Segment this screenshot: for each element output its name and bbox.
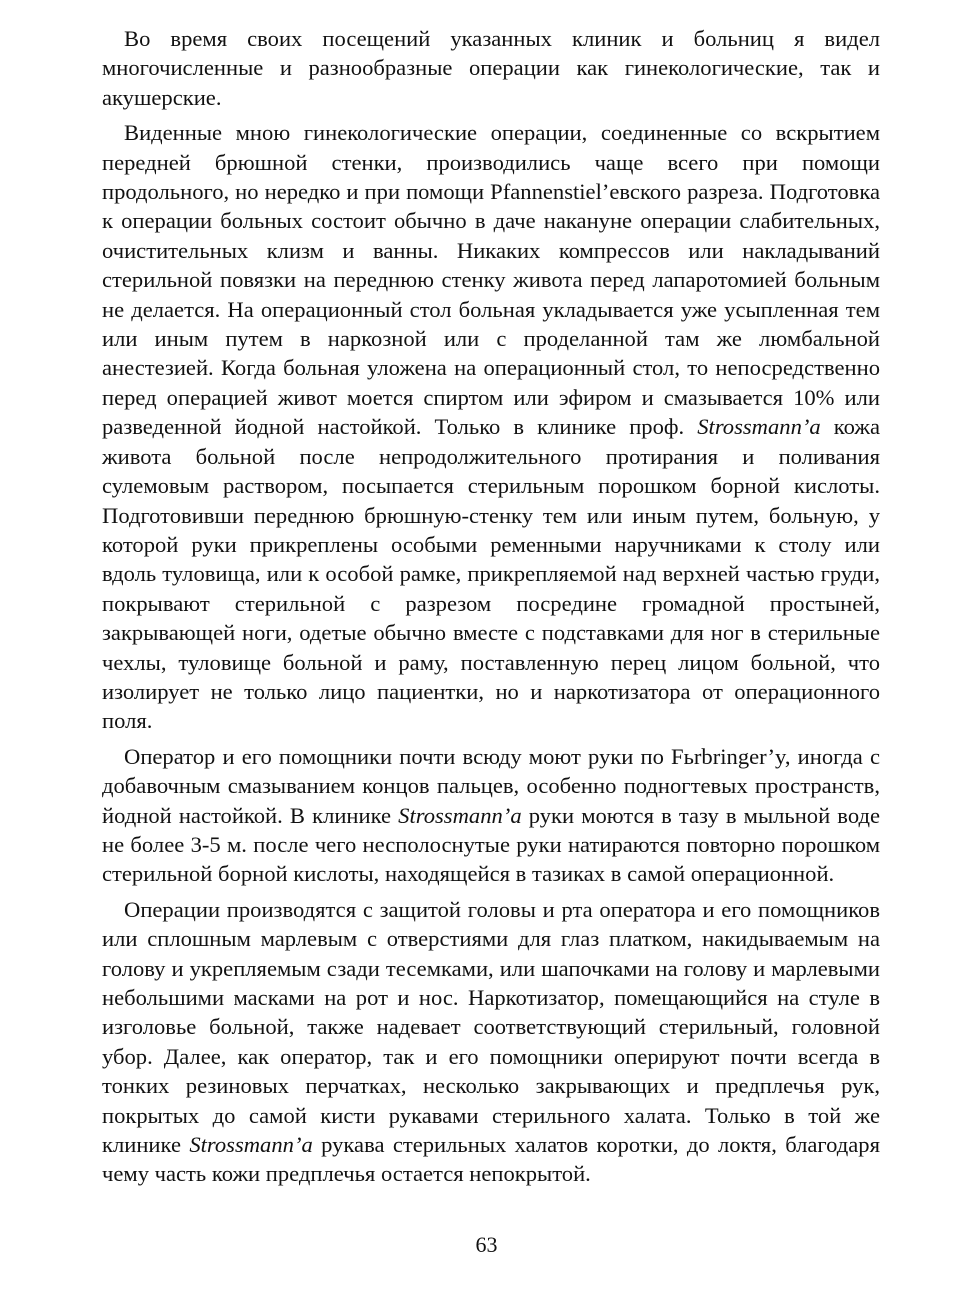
paragraph-4: [102, 895, 880, 1189]
paragraph-2-text-b: кожа живота больной после непродолжительного протирания и поливания сулемовым раствором, посыпается стерильным порошком борной кислоты. Подготовивши переднюю брюшную-стенку тем или иным путем, больную, у которой руки прикреплены особыми ременными наручниками к столу или вдоль туловища, или к особой рамке, прикрепляемой над верхней частью груди, покрывают стерильной с разрезом посредине громадной простыней, закрывающей ноги, одетые обычно вместе с подставками для ног в стерильные чехлы, туловище больной и раму, поставленную перец лицом больной, что изолирует не только лицо пациентки, но и наркотизатора от операционного поля.: [102, 414, 880, 734]
paragraph-2: [102, 118, 880, 736]
paragraph-2-text-a: Виденные мною гинекологические операции, соединенные со вскрытием передней брюшной стенки, производились чаще всего при помощи продольного, но нередко и при помощи Pfannenstiel’евского разреза. Подготовка к операции больных состоит обычно в даче накануне операции слабительных, очистительных клизм и ванны. Никаких компрессов или накладываний стерильной повязки на переднюю стенку живота перед лапаротомией больным не делается. На операционный стол больная укладывается уже усыпленная тем или иным путем в наркозной или с проделанной там же люмбальной анестезией. Когда больная уложена на операционный стол, то непосредственно перед операцией живот моется спиртом или эфиром и смазывается 10% или разведенной йодной настойкой. Только в клинике проф.: [102, 120, 880, 440]
paragraph-3-text-b: руки моются в тазу в мыльной воде не более 3-5 м. после чего несполоснутые руки натираются повторно порошком стерильной борной кислоты, находящейся в тазиках в самой операционной.: [102, 802, 880, 887]
paragraph-3: [102, 742, 880, 889]
paragraph-4-text-b: рукава стерильных халатов коротки, до локтя, благодаря чему часть кожи предплечья остается непокрытой.: [102, 1132, 880, 1187]
paragraph-3-italic-name: Strossmann’a: [398, 802, 522, 828]
paragraph-1-text: Во время своих посещений указанных клиник и больниц я видел многочисленные и разнообразные операции как гинекологические, так и акушерские.: [102, 26, 880, 110]
paragraph-2-italic-name: Strossmann’a: [697, 414, 821, 440]
paragraph-4-italic-name: Strossmann’a: [189, 1132, 313, 1158]
paragraph-4-text-a: Операции производятся с защитой головы и рта оператора и его помощников или сплошным марлевым с отверстиями для глаз платком, накидываемым на голову и укрепляемым сзади тесемками, или шапочками на голову и марлевыми небольшими масками на рот и нос. Наркотизатор, помещающийся на стуле в изголовье больной, также надевает соответствующий стерильный, головной убор. Далее, как оператор, так и его помощники оперируют почти всегда в тонких резиновых перчатках, несколько закрывающих и предплечья рук, покрытых до самой кисти рукавами стерильного халата. Только в той же клинике: [102, 896, 880, 1158]
paragraph-3-text-a: Оператор и его помощники почти всюду моют руки по Fьrbringer’y, иногда с добавочным смазыванием концов пальцев, особенно подногтевых пространств, йодной настойкой. В клинике: [102, 743, 880, 828]
page-body: [102, 24, 880, 1195]
page-number: 63: [475, 1232, 498, 1257]
paragraph-1: [102, 24, 880, 112]
